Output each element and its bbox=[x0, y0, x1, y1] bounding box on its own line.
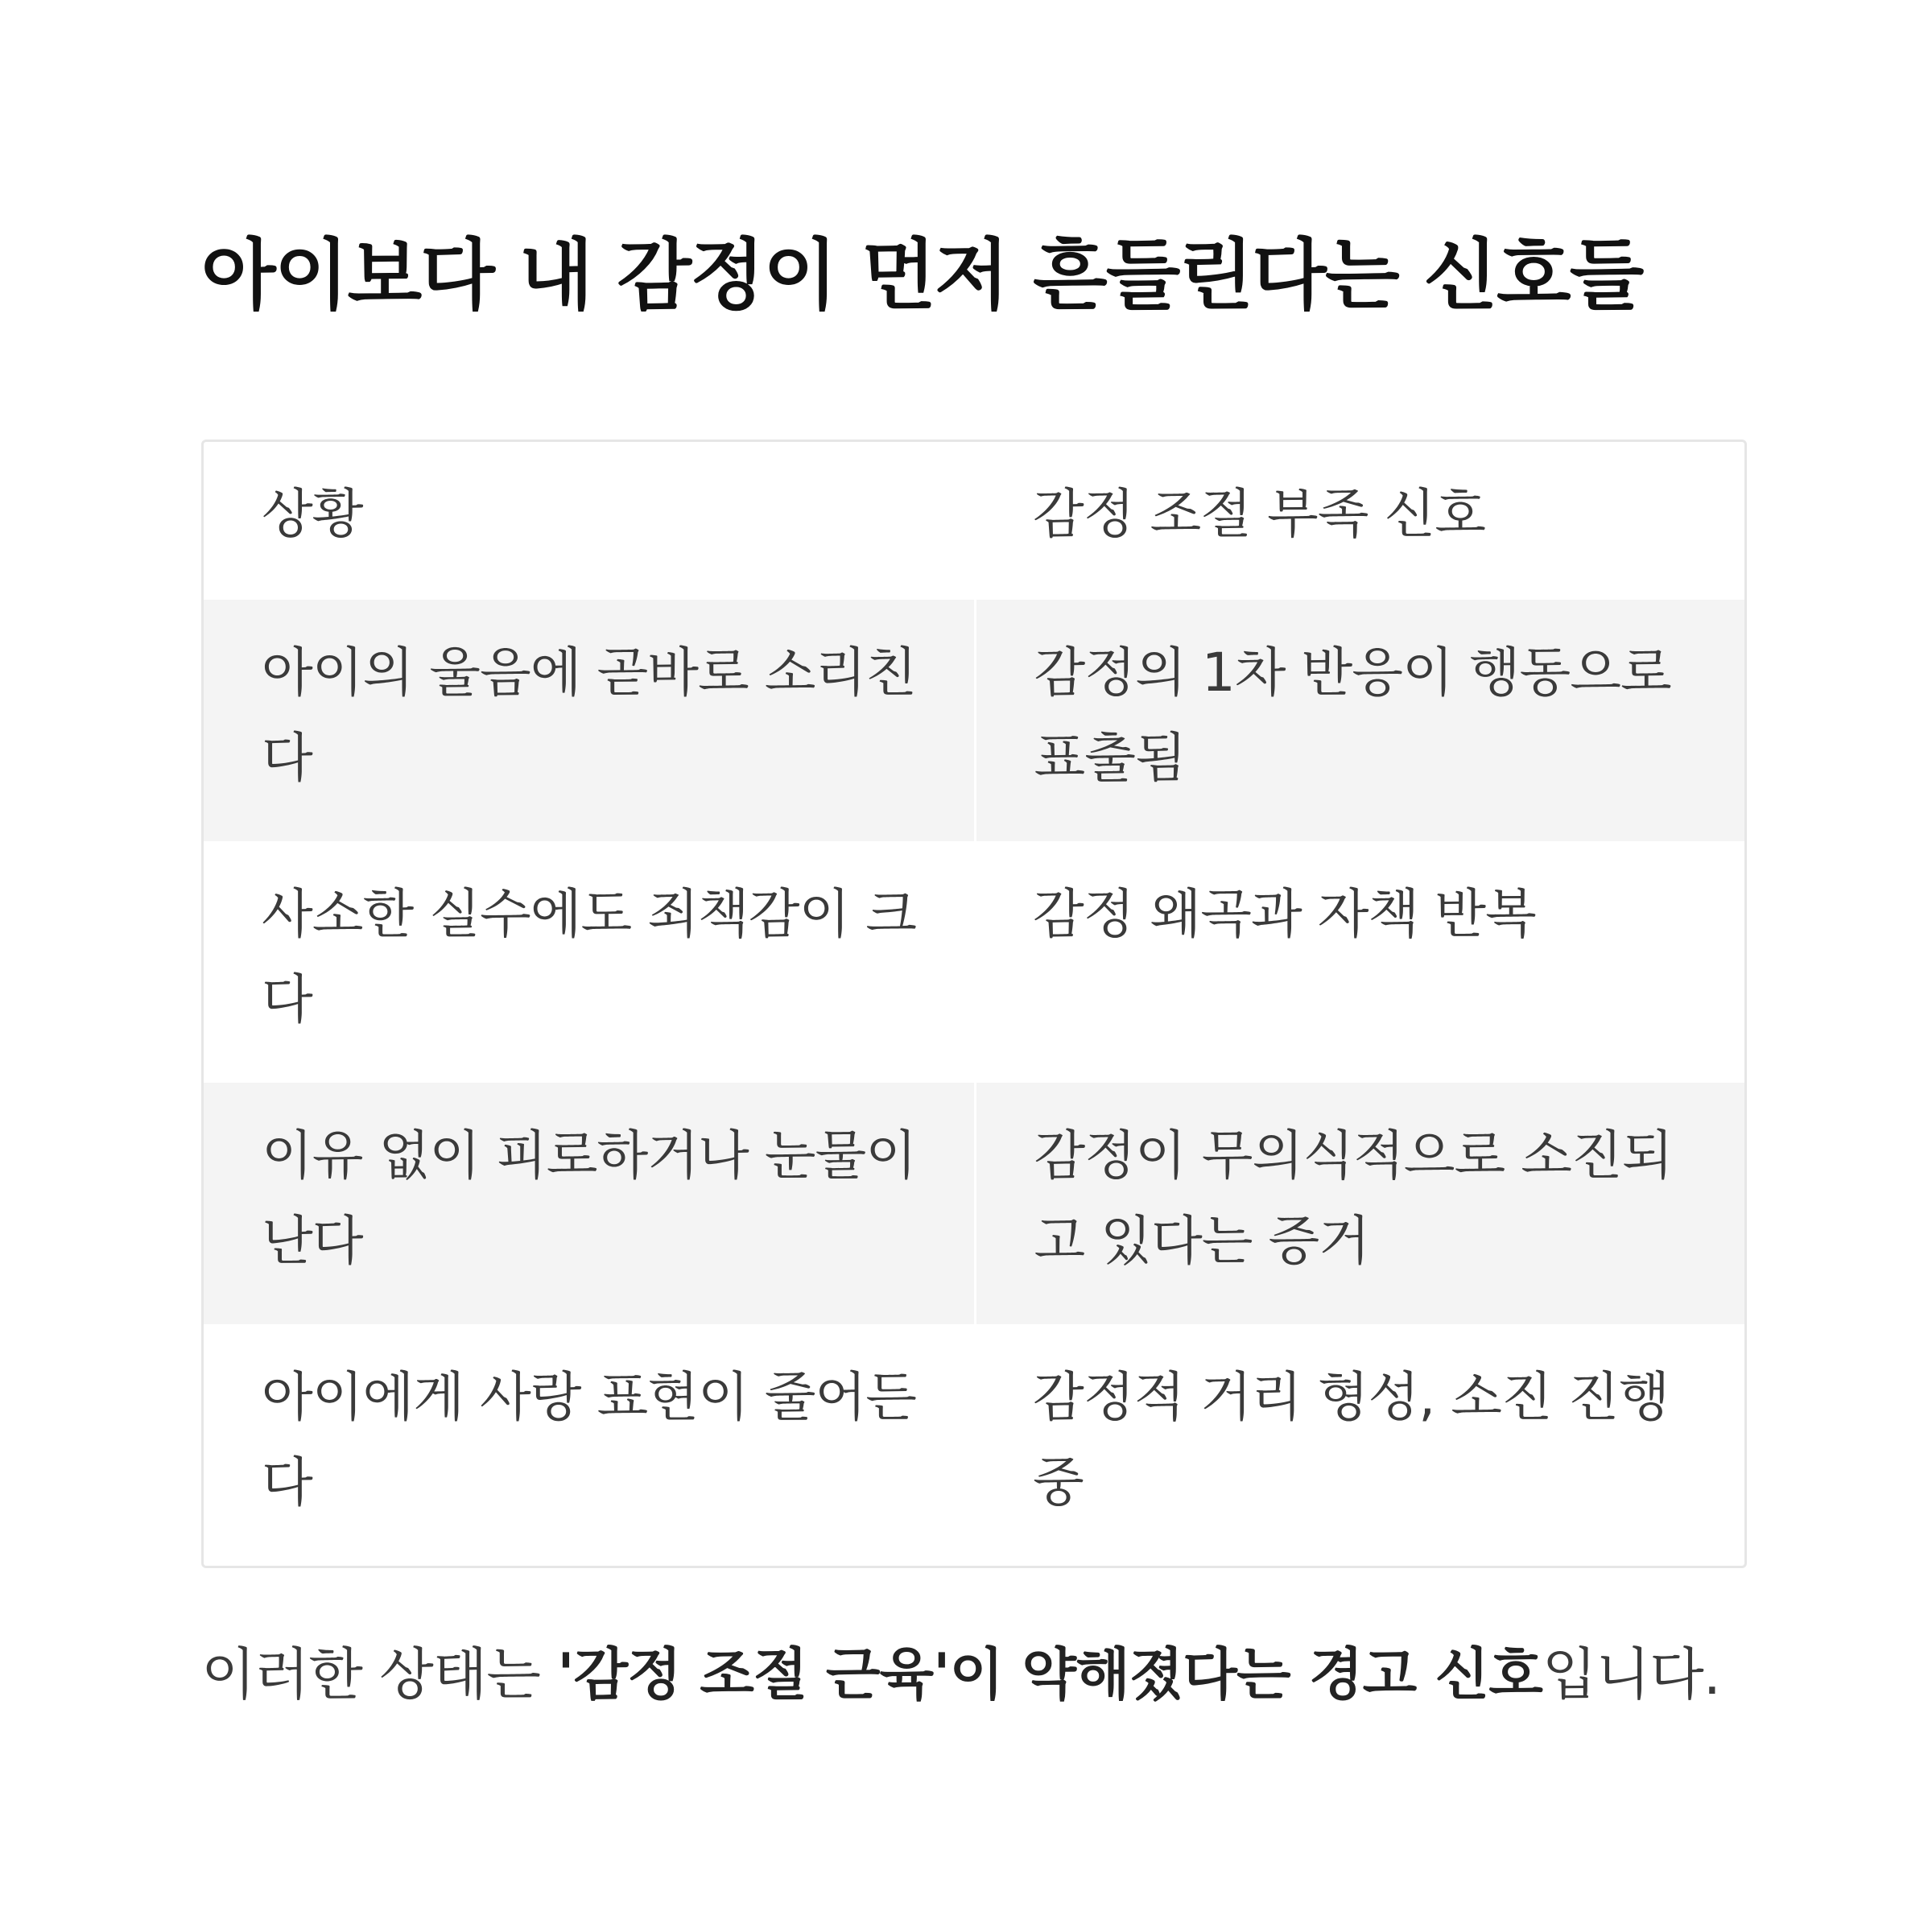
header-situation: 상황 bbox=[262, 483, 363, 545]
table-row bbox=[204, 841, 1744, 1083]
cell-situation: 사소한 실수에도 죄책감이 크다 bbox=[262, 883, 917, 1030]
signal-table bbox=[201, 440, 1747, 1568]
cell-signal: 감정의 1차 반응이 행동으로 표출됨 bbox=[975, 600, 1744, 841]
table-row bbox=[204, 1083, 1744, 1324]
signal-table-grid bbox=[204, 442, 1744, 1566]
footer-prefix: 이러한 상태는 bbox=[201, 1641, 558, 1707]
header-signal: 감정 조절 부족 신호 bbox=[1033, 483, 1485, 545]
table-row bbox=[204, 600, 1744, 841]
cell-signal: 감정이 무의식적으로 소진되고 있다는 증거 bbox=[975, 1083, 1744, 1324]
footer-suffix: 입니다. bbox=[1542, 1641, 1720, 1707]
footer-note bbox=[201, 1634, 1720, 1715]
cell-signal: 감정적 거리 형성, 소진 진행 중 bbox=[1033, 1366, 1670, 1513]
table-row bbox=[204, 1324, 1744, 1566]
cell-signal: 감정 왜곡과 자책 반복 bbox=[1033, 883, 1536, 945]
cell-situation: 이유 없이 피로하거나 눈물이 난다 bbox=[204, 1083, 975, 1324]
cell-situation: 아이에게 사랑 표현이 줄어든다 bbox=[262, 1366, 917, 1513]
cell-situation: 아이의 울음에 곧바로 소리친다 bbox=[204, 600, 975, 841]
footer-emphasis: '감정 조절 근육'이 약해졌다는 경고 신호 bbox=[557, 1641, 1542, 1707]
table-header-row bbox=[204, 442, 1744, 600]
page-title: 아이보다 내 감정이 먼저 흔들린다는 신호들 bbox=[201, 230, 1643, 320]
